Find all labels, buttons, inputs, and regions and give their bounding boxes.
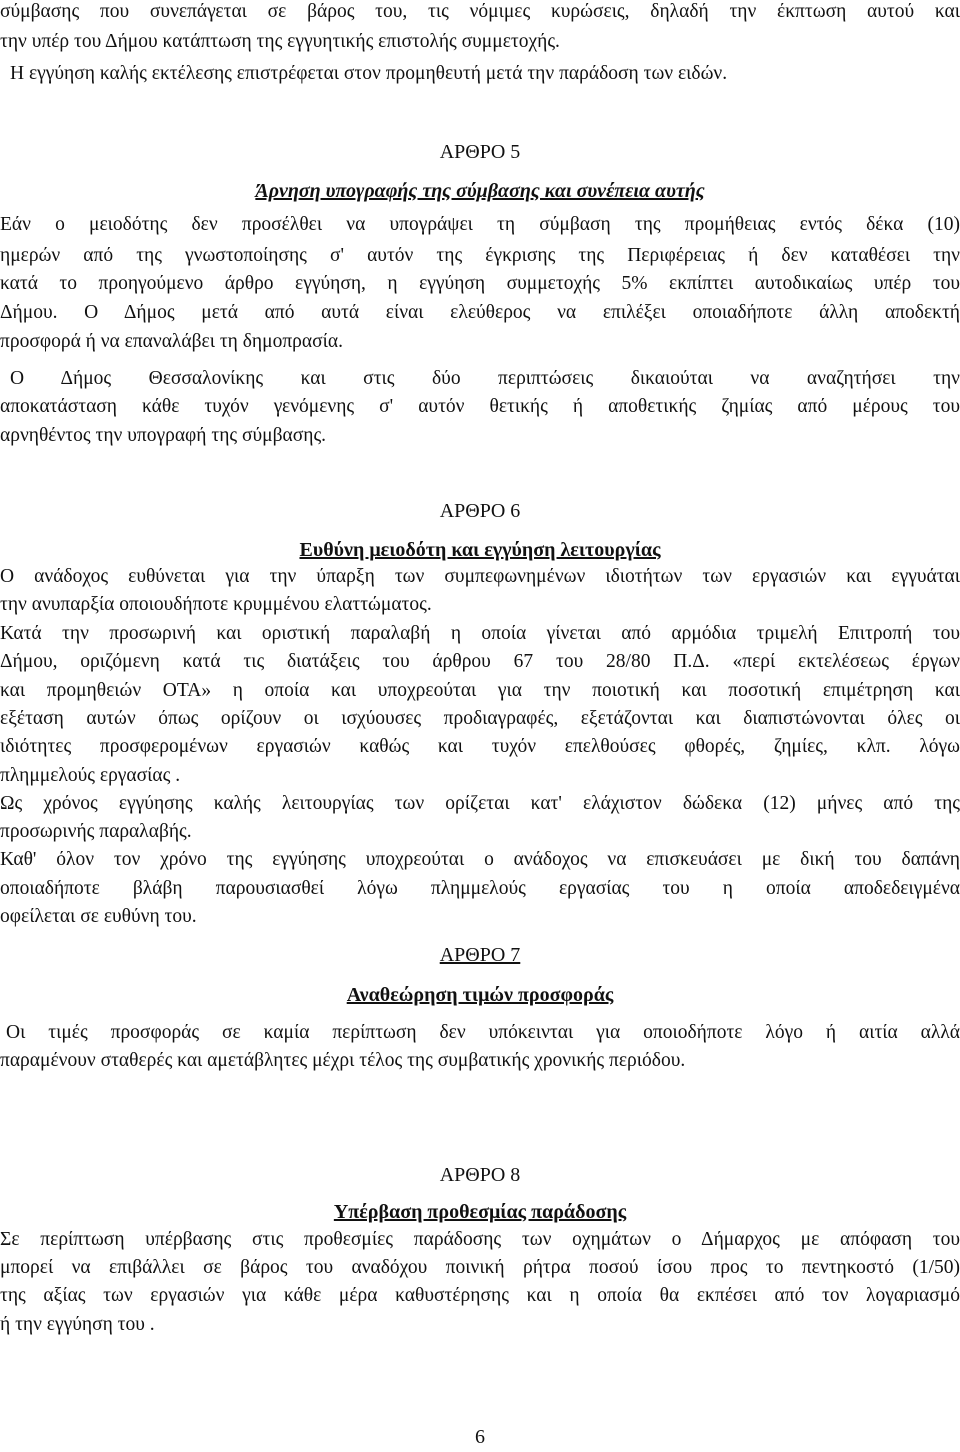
body-text-line: Οι τιμές προσφοράς σε καμία περίπτωση δεν υπόκεινται για οποιοδήποτε λόγο ή αιτία αλλά [6, 1022, 960, 1043]
body-text-line: προσωρινής παραλαβής. [0, 821, 192, 842]
body-text-line: Δήμου, οριζόμενη κατά τις διατάξεις του άρθρου 67 του 28/80 Π.Δ. «περί εκτελέσεως έργων [0, 651, 960, 672]
article-7-subtitle: Αναθεώρηση τιμών προσφοράς [346, 984, 614, 1006]
body-text-line: Ο ανάδοχος ευθύνεται για την ύπαρξη των συμπεφωνημένων ιδιοτήτων των εργασιών και εγγυάται [0, 566, 960, 587]
body-text-line: οποιαδήποτε βλάβη παρουσιασθεί λόγω πλημμελούς εργασίας του η οποία αποδεδειγμένα [0, 878, 960, 899]
body-text-line: προσφορά ή να επαναλάβει τη δημοπρασία. [0, 331, 343, 352]
body-text-line: Η εγγύηση καλής εκτέλεσης επιστρέφεται στον προμηθευτή μετά την παράδοση των ειδών. [10, 63, 728, 84]
body-text-line: παραμένουν σταθερές και αμετάβλητες μέχρι τέλος της συμβατικής χρονικής περιόδου. [0, 1050, 686, 1071]
body-text-line: αποκατάσταση κάθε τυχόν γενόμενης σ' αυτόν θετικής ή αποθετικής ζημίας από μέρους του [0, 396, 960, 417]
body-text-line: ημερών από της γνωστοποίησης σ' αυτόν της έγκρισης της Περιφέρειας ή δεν καταθέσει την [0, 245, 960, 266]
body-text-line: Κατά την προσωρινή και οριστική παραλαβή η οποία γίνεται από αρμόδια τριμελή Επιτροπή του [0, 623, 960, 644]
body-text-line: Ως χρόνος εγγύησης καλής λειτουργίας των ορίζεται κατ' ελάχιστον δώδεκα (12) μήνες από της [0, 793, 960, 814]
body-text-line: σύμβασης που συνεπάγεται σε βάρος του, τις νόμιμες κυρώσεις, δηλαδή την έκπτωση αυτού και [0, 1, 960, 22]
body-text-line: ή την εγγύηση του . [0, 1314, 155, 1335]
body-text-line: την υπέρ του Δήμου κατάπτωση της εγγυητικής επιστολής συμμετοχής. [0, 31, 560, 52]
body-text-line: εξέταση αυτών όπως ορίζουν οι ισχύουσες προδιαγραφές, εξετάζονται και διαπιστώνονται όλες οι [0, 708, 960, 729]
body-text-line: μπορεί να επιβάλλει σε βάρος του αναδόχου ποινική ρήτρα ποσού ίσου προς το πεντηκοστό (1/50) [0, 1257, 960, 1278]
article-8-subtitle: Υπέρβαση προθεσμίας παράδοσης [333, 1201, 627, 1223]
body-text-line: πλημμελούς εργασίας . [0, 765, 181, 786]
article-5-subtitle: Άρνηση υπογραφής της σύμβασης και συνέπεια αυτής [255, 180, 705, 202]
body-text-line: Ο Δήμος Θεσσαλονίκης και στις δύο περιπτώσεις δικαιούται να αναζητήσει την [10, 368, 960, 389]
body-text-line: οφείλεται σε ευθύνη του. [0, 906, 197, 927]
body-text-line: Σε περίπτωση υπέρβασης στις προθεσμίες παράδοσης των οχημάτων ο Δήμαρχος με απόφαση του [0, 1229, 960, 1250]
body-text-line: και προμηθειών ΟΤΑ» η οποία και υποχρεούται για την ποιοτική και ποσοτική επιμέτρηση και [0, 680, 960, 701]
body-text-line: κατά το προηγούμενο άρθρο εγγύηση, η εγγύηση συμμετοχής 5% εκπίπτει αυτοδικαίως υπέρ του [0, 273, 960, 294]
article-6-heading: ΑΡΘΡΟ 6 [439, 500, 521, 522]
body-text-line: Εάν ο μειοδότης δεν προσέλθει να υπογράψει τη σύμβαση της προμήθειας εντός δέκα (10) [0, 214, 960, 235]
body-text-line: την ανυπαρξία οποιουδήποτε κρυμμένου ελαττώματος. [0, 594, 432, 615]
page-number: 6 [475, 1426, 485, 1448]
body-text-line: ιδιότητες προσφερομένων εργασιών καθώς και τυχόν επελθούσες φθορές, ζημίες, κλπ. λόγω [0, 736, 960, 757]
body-text-line: Καθ' όλον τον χρόνο της εγγύησης υποχρεούται ο ανάδοχος να επισκευάσει με δική του δαπάνη [0, 849, 960, 870]
article-8-heading: ΑΡΘΡΟ 8 [439, 1164, 521, 1186]
body-text-line: Δήμου. Ο Δήμος μετά από αυτά είναι ελεύθερος να επιλέξει οποιαδήποτε άλλη αποδεκτή [0, 302, 960, 323]
article-6-subtitle: Ευθύνη μειοδότη και εγγύηση λειτουργίας [299, 539, 661, 561]
article-5-heading: ΑΡΘΡΟ 5 [439, 141, 521, 163]
body-text-line: της αξίας των εργασιών για κάθε μέρα καθυστέρησης και η οποία θα εκπέσει από τον λογαριασμό [0, 1285, 960, 1306]
article-7-heading: ΑΡΘΡΟ 7 [439, 944, 521, 966]
body-text-line: αρνηθέντος την υπογραφή της σύμβασης. [0, 425, 327, 446]
